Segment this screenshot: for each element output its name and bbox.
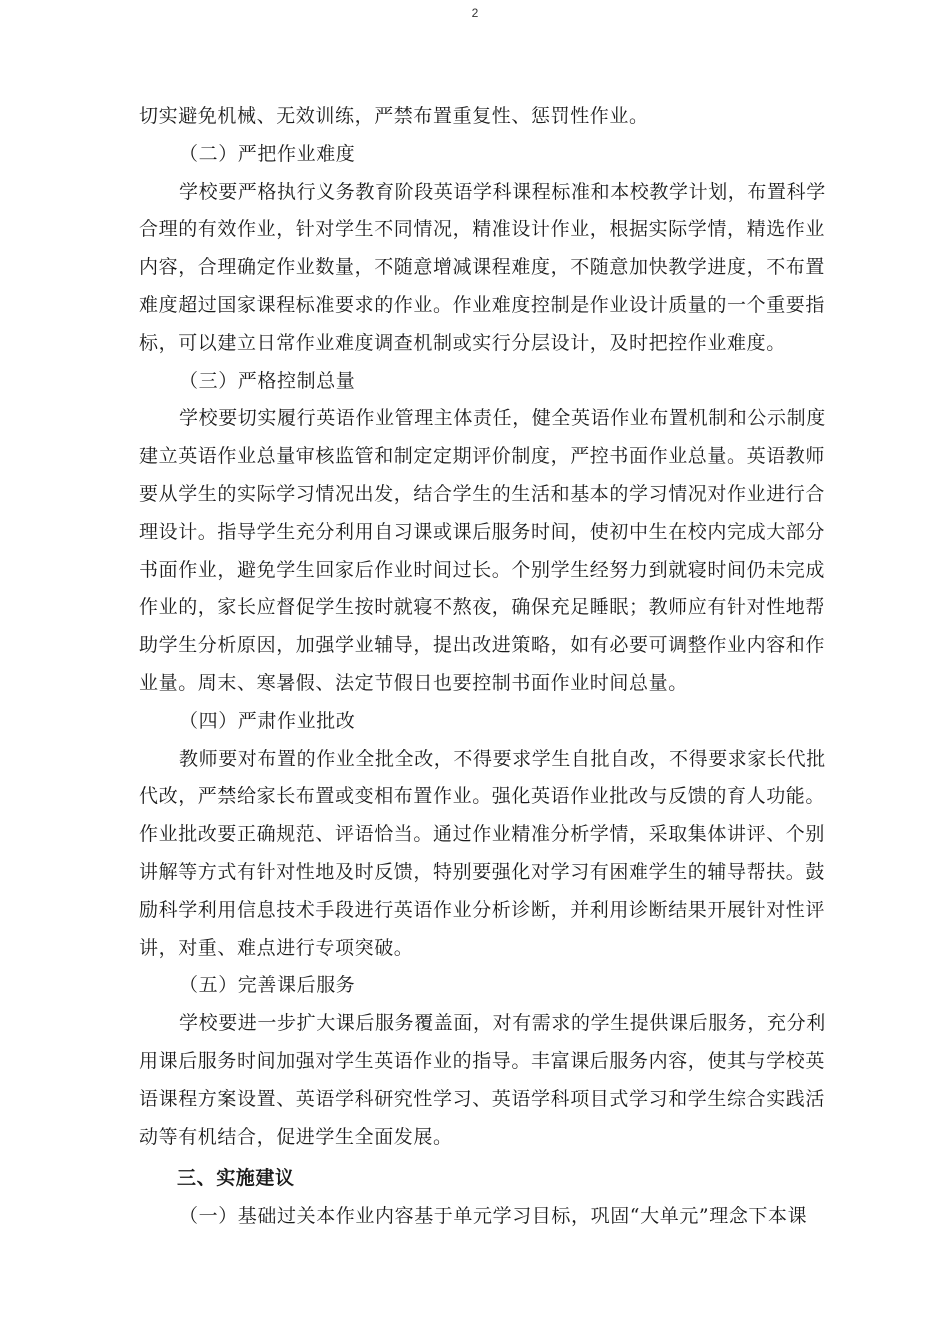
paragraph-line: 业量。周末、寒暑假、法定节假日也要控制书面作业时间总量。: [139, 671, 688, 694]
paragraph-line: 难度超过国家课程标准要求的作业。作业难度控制是作业设计质量的一个重要指: [139, 293, 826, 316]
paragraph-line: 建立英语作业总量审核监管和制定定期评价制度，严控书面作业总量。英语教师: [139, 445, 826, 468]
paragraph-line: 作业的，家长应督促学生按时就寝不熬夜，确保充足睡眠；教师应有针对性地帮: [139, 596, 826, 619]
paragraph-line: 学校要切实履行英语作业管理主体责任，健全英语作业布置机制和公示制度: [179, 407, 826, 430]
section-subheading: （三）严格控制总量: [179, 369, 356, 392]
paragraph-line: 作业批改要正确规范、评语恰当。通过作业精准分析学情，采取集体讲评、个别: [139, 823, 826, 846]
paragraph-line: 讲解等方式有针对性地及时反馈，特别要强化对学习有困难学生的辅导帮扶。鼓: [139, 860, 826, 883]
paragraph-line: （一）基础过关本作业内容基于单元学习目标，巩固“大单元”理念下本课: [179, 1205, 808, 1228]
paragraph-line: 语课程方案设置、英语学科研究性学习、英语学科项目式学习和学生综合实践活: [139, 1087, 826, 1110]
paragraph-line: 切实避免机械、无效训练，严禁布置重复性、惩罚性作业。: [139, 105, 649, 127]
paragraph-line: 合理的有效作业，针对学生不同情况，精准设计作业，根据实际学情，精选作业: [139, 218, 826, 241]
paragraph-line: 学校要进一步扩大课后服务覆盖面，对有需求的学生提供课后服务，充分利: [179, 1012, 826, 1035]
paragraph-line: 教师要对布置的作业全批全改，不得要求学生自批自改，不得要求家长代批: [179, 747, 826, 770]
section-heading: 三、实施建议: [177, 1167, 295, 1190]
paragraph-line: 标，可以建立日常作业难度调查机制或实行分层设计，及时把控作业难度。: [139, 331, 786, 354]
section-subheading: （二）严把作业难度: [179, 142, 356, 165]
paragraph-line: 书面作业，避免学生回家后作业时间过长。个别学生经努力到就寝时间仍未完成: [139, 558, 826, 581]
paragraph-line: 要从学生的实际学习情况出发，结合学生的生活和基本的学习情况对作业进行合: [139, 482, 826, 505]
paragraph-line: 用课后服务时间加强对学生英语作业的指导。丰富课后服务内容，使其与学校英: [139, 1049, 826, 1072]
section-subheading: （五）完善课后服务: [179, 974, 356, 997]
paragraph-line: 代改，严禁给家长布置或变相布置作业。强化英语作业批改与反馈的育人功能。: [139, 785, 826, 808]
section-subheading: （四）严肃作业批改: [179, 709, 356, 732]
page-number: 2: [471, 6, 479, 20]
paragraph-line: 讲，对重、难点进行专项突破。: [139, 936, 414, 959]
document-body: [139, 98, 826, 1236]
paragraph-line: 学校要严格执行义务教育阶段英语学科课程标准和本校教学计划，布置科学: [179, 180, 826, 203]
paragraph-line: 动等有机结合，促进学生全面发展。: [139, 1125, 453, 1148]
paragraph-line: 励科学利用信息技术手段进行英语作业分析诊断，并利用诊断结果开展针对性评: [139, 898, 826, 921]
paragraph-line: 内容，合理确定作业数量，不随意增减课程难度，不随意加快教学进度，不布置: [139, 256, 826, 279]
paragraph-line: 理设计。指导学生充分利用自习课或课后服务时间，使初中生在校内完成大部分: [139, 520, 826, 543]
paragraph-line: 助学生分析原因，加强学业辅导，提出改进策略，如有必要可调整作业内容和作: [139, 634, 826, 657]
